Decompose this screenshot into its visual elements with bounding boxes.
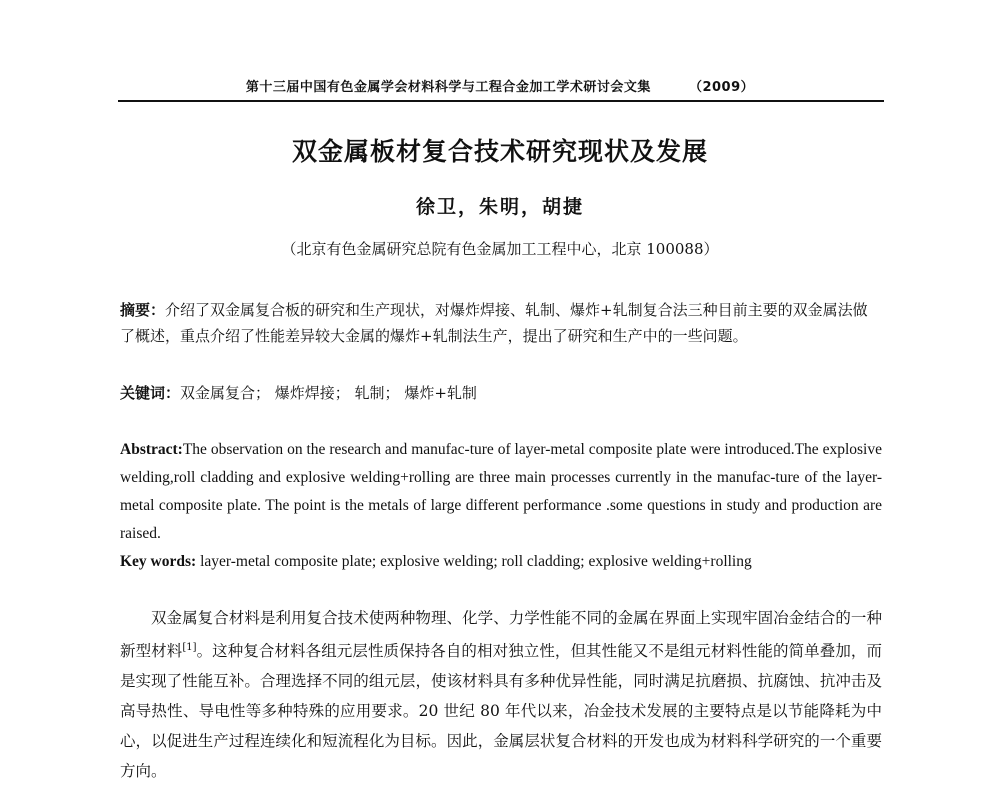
abstract-en: [120, 436, 882, 548]
abstract-en-label: Abstract:: [120, 441, 183, 458]
keywords-cn-text: 双金属复合； 爆炸焊接； 轧制； 爆炸+轧制: [180, 384, 477, 402]
abstract-cn-text: 介绍了双金属复合板的研究和生产现状，对爆炸焊接、轧制、爆炸+轧制复合法三种目前主要的双金属法做了概述，重点介绍了性能差异较大金属的爆炸+轧制法生产，提出了研究和生产中的一些问题。: [120, 301, 868, 345]
keywords-en-label: Key words:: [120, 553, 197, 570]
abstract-en-text: The observation on the research and manufac-ture of layer-metal composite plate were introduced.The explosive welding,roll cladding and explosive welding+rolling are three main processes currently in the manufac-ture of the layer-metal composite plate. The point is the metals of large different performance .some questions in study and production are raised.: [120, 441, 882, 542]
running-header-year: （2009）: [688, 80, 755, 95]
paper-title: 双金属板材复合技术研究现状及发展: [291, 137, 708, 166]
affiliation: （北京有色金属研究总院有色金属加工工程中心，北京 100088）: [281, 240, 719, 258]
keywords-cn-label: 关键词：: [120, 384, 181, 402]
body-text-part1: 双金属复合材料是利用复合技术使两种物理、化学、力学性能不同的金属在界面上实现牢固冶金结合的一种新型材料: [120, 609, 882, 661]
body-text-part2: 。这种复合材料各组元层性质保持各自的相对独立性，但其性能又不是组元材料性能的简单叠加，而是实现了性能互补。合理选择不同的组元层，使该材料具有多种优异性能，同时满足抗磨损、抗腐蚀、抗冲击及高导热性、导电性等多种特殊的应用要求。20 世纪 80 年代以来，冶金技术发展的主要特点是以节能降耗为中心，以促进生产过程连续化和短流程化为目标。因此，金属层状复合材料的开发也成为材料科学研究的一个重要方向。: [120, 642, 882, 781]
running-header: [120, 76, 880, 95]
running-header-title: 第十三届中国有色金属学会材料科学与工程合金加工学术研讨会文集: [245, 80, 651, 95]
header-rule: [118, 100, 884, 102]
keywords-cn: [120, 380, 882, 406]
body-paragraph: [120, 603, 882, 781]
authors: 徐卫，朱明，胡捷: [415, 196, 584, 218]
abstract-cn-label: 摘要：: [120, 301, 166, 319]
citation-ref[interactable]: [1]: [182, 642, 197, 653]
keywords-en: [120, 548, 882, 576]
abstract-cn: [120, 297, 882, 349]
keywords-en-text: layer-metal composite plate; explosive welding; roll cladding; explosive welding+rolling: [200, 553, 752, 570]
